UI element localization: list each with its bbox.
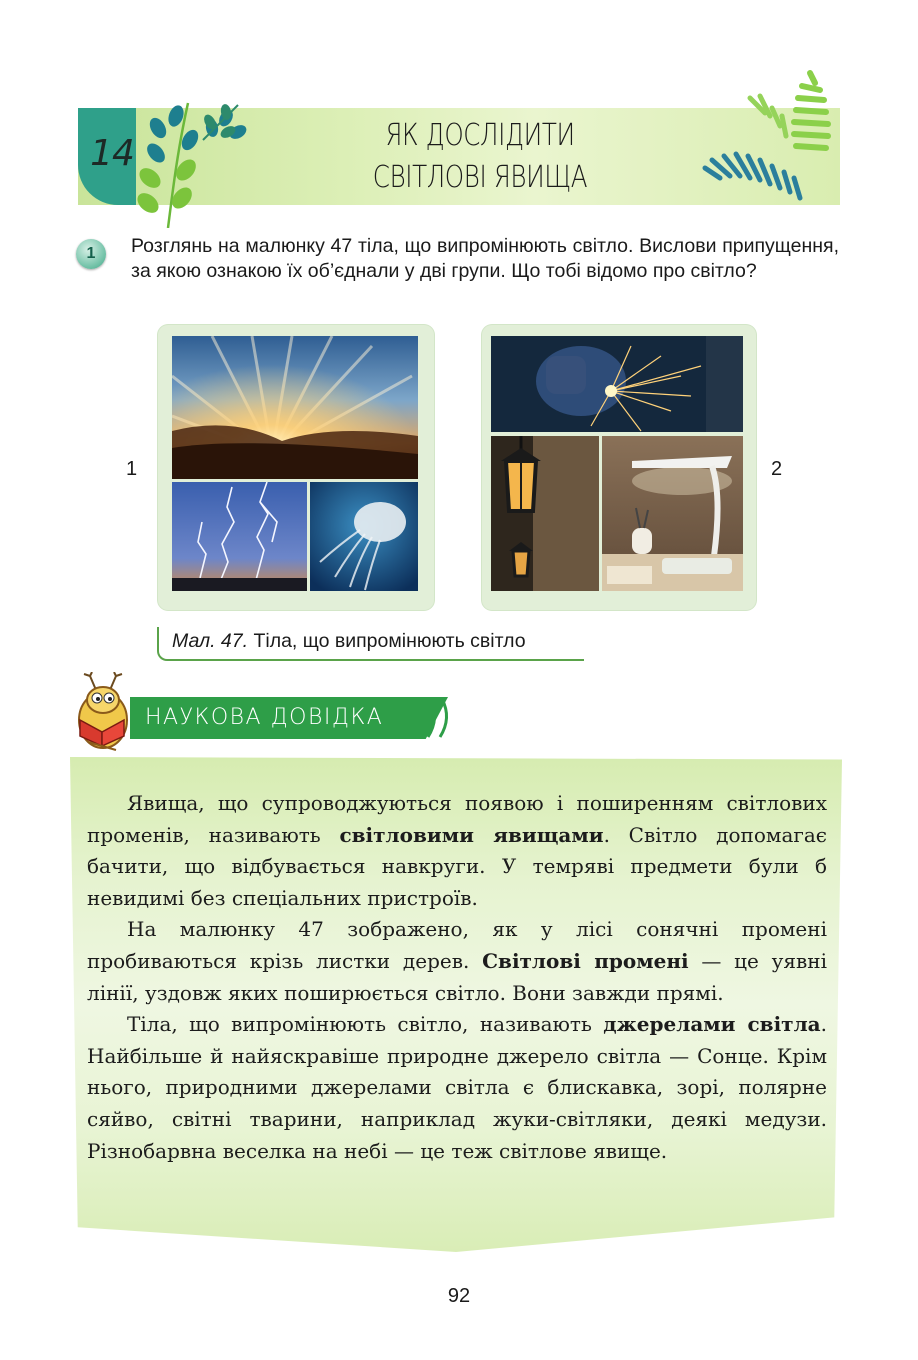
text-run: — це уявні лінії, уздовж яких поширюється світло. Вони завжди прямі. xyxy=(87,948,828,1005)
banner-stripes-icon xyxy=(410,697,462,739)
term-light-rays: Світлові промені xyxy=(482,948,689,973)
group-2-label: 2 xyxy=(771,458,783,480)
reference-paragraph-3 xyxy=(87,1009,827,1167)
text-run: . Світло допомагає бачити, що відбувається навкруги. У темряві предмети були б невидимі без спеціальних пристроїв. xyxy=(87,822,827,910)
welding-sparks-photo xyxy=(491,336,743,432)
street-lantern-photo xyxy=(491,436,599,591)
text-run: На малюнку 47 зображено, як у лісі сонячні промені пробиваються крізь листки дерев. xyxy=(87,917,827,973)
figure-caption xyxy=(172,630,526,653)
fern-decoration-icon xyxy=(690,68,840,208)
reference-paragraph-2 xyxy=(87,914,827,1009)
text-run: Явища, що супроводжуються появою і поширенням світлових променів, називають xyxy=(87,791,827,847)
desk-lamp-photo xyxy=(602,436,743,591)
science-reference-text xyxy=(87,788,827,1167)
group-1-label: 1 xyxy=(126,458,138,480)
bug-reading-book-icon xyxy=(72,672,134,752)
lesson-title-line1: ЯК ДОСЛІДИТИ xyxy=(385,118,575,153)
jellyfish-photo xyxy=(310,482,418,591)
text-run: Тіла, що випромінюють світло, називають xyxy=(127,1012,604,1037)
caption-text: Тіла, що випромінюють світло xyxy=(248,630,526,652)
task-text: Розглянь на малюнку 47 тіла, що випромінюють світло. Вислови припущення, за якою ознакою їх об’єднали у дві групи. Що тобі відомо про світло? xyxy=(131,235,839,282)
task-number-marker: 1 xyxy=(76,239,106,269)
reference-paragraph-1 xyxy=(87,788,827,914)
leaf-sprig-left-icon xyxy=(198,100,248,145)
caption-prefix: Мал. 47. xyxy=(172,630,249,652)
lightning-photo xyxy=(172,482,307,591)
text-run: . Найбільше й найяскравіше природне джерело світла — Сонце. Крім нього, природними джерелами світла є блискавка, зорі, полярне сяйво, світні тварини, наприклад жуки-світляки, деякі медузи. Різнобарвна веселка на небі — це теж світлове явище. xyxy=(87,1012,827,1163)
science-reference-title: НАУКОВА ДОВІДКА xyxy=(145,705,384,730)
lesson-title-line2: СВІТЛОВІ ЯВИЩА xyxy=(372,160,588,195)
term-light-sources: джерелами світла xyxy=(603,1012,821,1037)
term-light-phenomena: світловими явищами xyxy=(339,822,604,847)
page-number: 92 xyxy=(447,1285,471,1307)
lesson-number: 14 xyxy=(90,133,134,174)
sun-rays-photo xyxy=(172,336,418,479)
